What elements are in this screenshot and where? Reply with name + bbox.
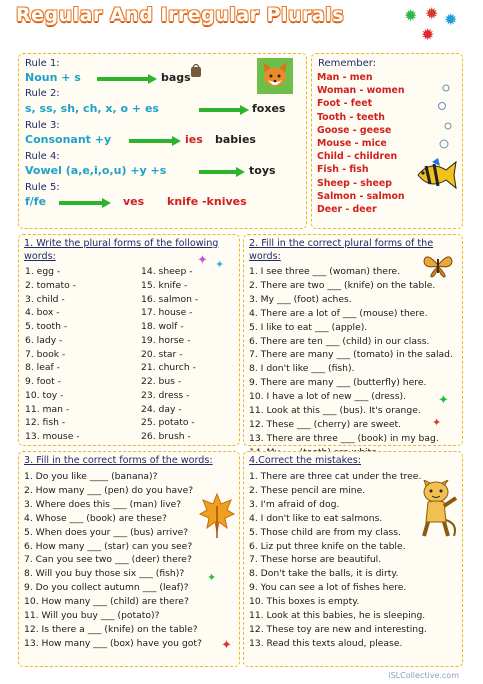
list-item: Sheep - sheep — [317, 177, 392, 189]
butterfly-icon — [422, 251, 454, 279]
list-item: 5. I like to eat ___ (apple). — [249, 321, 368, 333]
sparkle-icon: ✦ — [197, 253, 208, 268]
star-icon: ✹ — [444, 10, 458, 29]
arrow-icon — [199, 105, 249, 115]
list-item: 6. How many ___ (star) can you see? — [24, 540, 193, 552]
list-item: 13. How many ___ (box) have you got? — [24, 637, 202, 649]
list-item: 5. tooth - — [25, 321, 68, 332]
list-item: 11. Look at this ___ (bus). It's orange. — [249, 405, 421, 417]
list-item: 25. potato - — [141, 417, 195, 429]
fish-icon — [412, 158, 458, 192]
list-item: Foot - feet — [317, 98, 373, 110]
list-item: 13. Read this texts aloud, please. — [249, 637, 403, 649]
star-icon: ✹ — [421, 25, 435, 44]
list-item: 13. mouse - — [25, 431, 80, 442]
rule-1-label: Rule 1: — [25, 58, 60, 69]
list-item: 5. When does your ___ (bus) arrive? — [24, 526, 189, 538]
exercise-3-box — [18, 451, 240, 667]
exercise-1-title-line1: 1. Write the plural forms of the following — [24, 238, 219, 249]
list-item: 2. There are two ___ (knife) on the table. — [249, 279, 436, 291]
list-item: 4. I don't like to eat salmons. — [249, 512, 383, 524]
list-item: 9. foot - — [25, 376, 62, 387]
footer-watermark: iSLCollective.com — [388, 671, 459, 680]
exercise-1-box — [18, 234, 240, 446]
list-item: 9. There are many ___ (butterfly) here. — [249, 377, 427, 389]
list-item: Tooth - teeth — [317, 111, 385, 123]
list-item: 6. Liz put three knife on the table. — [249, 540, 406, 552]
exercise-4-list — [249, 470, 427, 651]
list-item: 10. toy - — [25, 389, 64, 401]
remember-box — [311, 53, 463, 229]
sparkle-icon: ✦ — [221, 638, 232, 653]
list-item: 22. bus - — [141, 376, 182, 387]
list-item: 21. church - — [141, 362, 196, 374]
list-item: 1. egg - — [25, 266, 61, 277]
exercise-3-list — [24, 470, 202, 651]
list-item: Deer - deer — [317, 204, 377, 216]
star-icon: ✹ — [425, 4, 439, 23]
list-item: 15. knife - — [141, 279, 188, 291]
list-item: 10. I have a lot of new ___ (dress). — [249, 391, 406, 403]
list-item: 8. Will you buy those six ___ (fish)? — [24, 568, 185, 580]
rule-2-text: s, ss, sh, ch, x, o + es — [25, 102, 159, 115]
fox-icon — [257, 58, 293, 94]
list-item: 2. These pencil are mine. — [249, 484, 366, 496]
exercise-1-title-line2: words: — [24, 250, 56, 262]
arrow-icon — [97, 74, 157, 84]
list-item: 7. book - — [25, 348, 66, 360]
exercise-4-title-text: 4.Correct the mistakes: — [249, 455, 362, 466]
list-item: 9. Do you collect autumn ___ (leaf)? — [24, 582, 189, 594]
list-item: 16. salmon - — [141, 293, 199, 305]
list-item: Woman - women — [317, 85, 405, 97]
rule-2-label: Rule 2: — [25, 88, 60, 99]
rule-4-text: Vowel (a,e,i,o,u) +y +s — [25, 164, 167, 177]
exercise-2-title-line2: words: — [249, 250, 281, 262]
sparkle-icon: ✦ — [207, 571, 217, 584]
list-item: 4. box - — [25, 307, 60, 319]
list-item: 1. There are three cat under the tree. — [249, 471, 422, 482]
list-item: 1. Do you like ____ (banana)? — [24, 471, 158, 482]
list-item: 8. leaf - — [25, 362, 60, 374]
list-item: 12. These ___ (cherry) are sweet. — [249, 418, 402, 430]
list-item: 11. Will you buy ___ (potato)? — [24, 610, 160, 622]
list-item: Child - children — [317, 151, 398, 163]
list-item: 7. Can you see two ___ (deer) there? — [24, 554, 192, 566]
list-item: Salmon - salmon — [317, 190, 405, 202]
list-item: 3. Where does this ___ (man) live? — [24, 498, 182, 510]
list-item: 24. day - — [141, 403, 182, 415]
arrow-icon — [129, 136, 181, 146]
list-item: 5. Those child are from my class. — [249, 526, 401, 538]
list-item: 6. lady - — [25, 334, 63, 346]
list-item: Goose - geese — [317, 124, 392, 136]
list-item: 4. There are a lot of ___ (mouse) there. — [249, 307, 428, 319]
rule-4-label: Rule 4: — [25, 151, 60, 162]
list-item: 12. Is there a ___ (knife) on the table? — [24, 623, 198, 635]
exercise-4-box — [243, 451, 463, 667]
page-title: Regular And Irregular Plurals — [16, 4, 345, 26]
list-item: 13. There are three ___ (book) in my bag. — [249, 432, 439, 444]
exercise-1-column-2 — [141, 265, 198, 444]
rule-1-result: bags — [161, 71, 191, 84]
rules-box — [18, 53, 307, 229]
rule-2-result: foxes — [252, 102, 286, 115]
exercise-2-list — [249, 265, 453, 460]
list-item: 17. house - — [141, 307, 193, 319]
list-item: 3. child - — [25, 293, 65, 305]
list-item: 18. wolf - — [141, 321, 184, 332]
exercise-2-box — [243, 234, 463, 446]
list-item: 8. Don't take the balls, it is dirty. — [249, 568, 399, 580]
list-item: 3. I'm afraid of dog. — [249, 498, 340, 510]
bag-icon — [189, 62, 203, 78]
list-item: 10. This boxes is empty. — [249, 596, 360, 608]
list-item: 11. man - — [25, 403, 70, 415]
list-item: 11. Look at this babies, he is sleeping. — [249, 610, 426, 622]
sparkle-icon: ✦ — [438, 393, 449, 408]
exercise-1-column-1 — [25, 265, 80, 444]
rule-3-example: babies — [215, 133, 256, 146]
rule-5-text: f/fe — [25, 195, 47, 208]
list-item: 19. horse - — [141, 334, 191, 346]
star-icon: ✹ — [404, 6, 418, 25]
list-item: 4. Whose ___ (book) are these? — [24, 512, 167, 524]
list-item: 6. There are ten ___ (child) in our class. — [249, 335, 430, 347]
rule-3-ending: ies — [185, 133, 203, 146]
list-item: 3. My ___ (foot) aches. — [249, 293, 352, 305]
rule-4-result: toys — [249, 164, 276, 177]
list-item: Mouse - mice — [317, 138, 387, 150]
exercise-3-title — [24, 455, 236, 468]
list-item: 20. star - — [141, 348, 183, 360]
exercise-4-title — [249, 455, 461, 468]
list-item: 23. dress - — [141, 389, 190, 401]
list-item: 10. How many ___ (child) are there? — [24, 596, 189, 608]
remember-list — [317, 71, 405, 216]
sparkle-icon: ✦ — [432, 416, 442, 429]
sparkle-icon: ✦ — [215, 258, 225, 271]
exercise-2-title-line1: 2. Fill in the correct plural forms of the — [249, 238, 434, 249]
bubbles-icon — [436, 82, 456, 152]
list-item: 12. These toy are new and interesting. — [249, 623, 427, 635]
list-item: 7. There are many ___ (tomato) in the salad. — [249, 349, 453, 361]
leaf-icon — [199, 492, 235, 538]
cat-icon — [414, 480, 458, 540]
list-item: Fish - fish — [317, 164, 369, 176]
remember-heading: Remember: — [318, 58, 377, 69]
list-item: 9. You can see a lot of fishes here. — [249, 582, 407, 594]
list-item: 8. I don't like ___ (fish). — [249, 363, 355, 375]
list-item: 2. tomato - — [25, 279, 76, 291]
rule-3-label: Rule 3: — [25, 120, 60, 131]
rule-5-ending: ves — [123, 195, 145, 208]
list-item: 7. These horse are beautiful. — [249, 554, 382, 566]
list-item: 26. brush - — [141, 431, 191, 442]
list-item: 1. I see three ___ (woman) there. — [249, 266, 401, 277]
list-item: 2. How many ___ (pen) do you have? — [24, 484, 194, 496]
arrow-icon — [59, 198, 111, 208]
rule-1-text: Noun + s — [25, 71, 81, 84]
rule-5-example: knife -knives — [167, 195, 247, 208]
exercise-3-title-text: 3. Fill in the correct forms of the words: — [24, 455, 213, 466]
arrow-icon — [199, 167, 245, 177]
list-item: 14. sheep - — [141, 266, 193, 277]
rule-3-text: Consonant +y — [25, 133, 112, 146]
list-item: 12. fish - — [25, 417, 66, 429]
list-item: Man - men — [317, 72, 373, 83]
rule-5-label: Rule 5: — [25, 182, 60, 193]
